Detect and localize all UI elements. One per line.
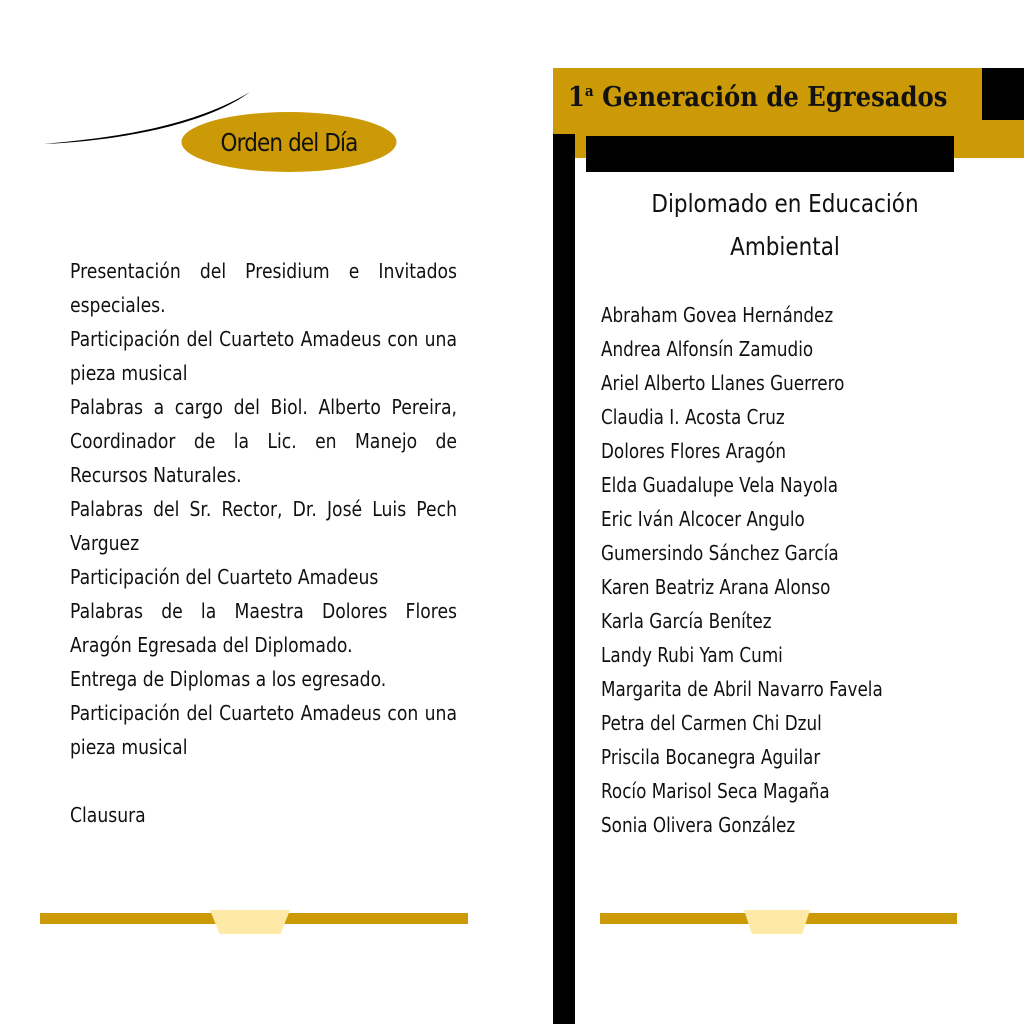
header-corner-block — [982, 68, 1024, 120]
agenda-item: Participación del Cuarteto Amadeus con una pieza musical — [70, 701, 457, 759]
page-title — [568, 82, 946, 113]
graduate-list — [601, 298, 883, 842]
list-item: Gumersindo Sánchez García — [601, 541, 839, 565]
list-item: Karen Beatriz Arana Alonso — [601, 575, 831, 599]
vertical-divider — [553, 134, 575, 1024]
list-item: Priscila Bocanegra Aguilar — [601, 745, 821, 769]
list-item: Andrea Alfonsín Zamudio — [601, 337, 814, 361]
list-item: Abraham Govea Hernández — [601, 303, 834, 327]
title-number: 1 — [568, 82, 585, 113]
agenda-spacer — [70, 764, 457, 798]
agenda-item: Palabras de la Maestra Dolores Flores Aragón Egresada del Diplomado. — [70, 599, 457, 657]
title-text: Generación de Egresados — [593, 82, 948, 113]
agenda-item: Palabras a cargo del Biol. Alberto Pereira, Coordinador de la Lic. en Manejo de Recursos Naturales. — [70, 395, 457, 487]
agenda-item: Participación del Cuarteto Amadeus — [70, 565, 379, 589]
list-item: Petra del Carmen Chi Dzul — [601, 711, 822, 735]
header-black-stripe — [586, 136, 954, 172]
list-item: Landy Rubi Yam Cumi — [601, 643, 783, 667]
right-bar-tab — [744, 910, 810, 934]
title-superscript: a — [584, 82, 594, 100]
list-item: Ariel Alberto Llanes Guerrero — [601, 371, 845, 395]
list-item: Rocío Marisol Seca Magaña — [601, 779, 830, 803]
list-item: Elda Guadalupe Vela Nayola — [601, 473, 839, 497]
list-item: Eric Iván Alcocer Angulo — [601, 507, 805, 531]
agenda-item: Participación del Cuarteto Amadeus con una pieza musical — [70, 327, 457, 385]
section-title-badge — [182, 112, 397, 172]
list-item: Sonia Olivera González — [601, 813, 796, 837]
agenda-list — [70, 254, 457, 832]
agenda-item: Entrega de Diplomas a los egresado. — [70, 667, 387, 691]
list-item: Dolores Flores Aragón — [601, 439, 786, 463]
list-item: Claudia I. Acosta Cruz — [601, 405, 785, 429]
agenda-closing: Clausura — [70, 803, 146, 827]
left-bar-tab — [210, 910, 290, 934]
section-title: Orden del Día — [220, 127, 358, 157]
agenda-item: Presentación del Presidium e Invitados especiales. — [70, 259, 457, 317]
agenda-item: Palabras del Sr. Rector, Dr. José Luis Pech Varguez — [70, 497, 457, 555]
program-title: Diplomado en Educación Ambiental — [651, 189, 919, 261]
list-item: Margarita de Abril Navarro Favela — [601, 677, 883, 701]
list-item: Karla García Benítez — [601, 609, 772, 633]
